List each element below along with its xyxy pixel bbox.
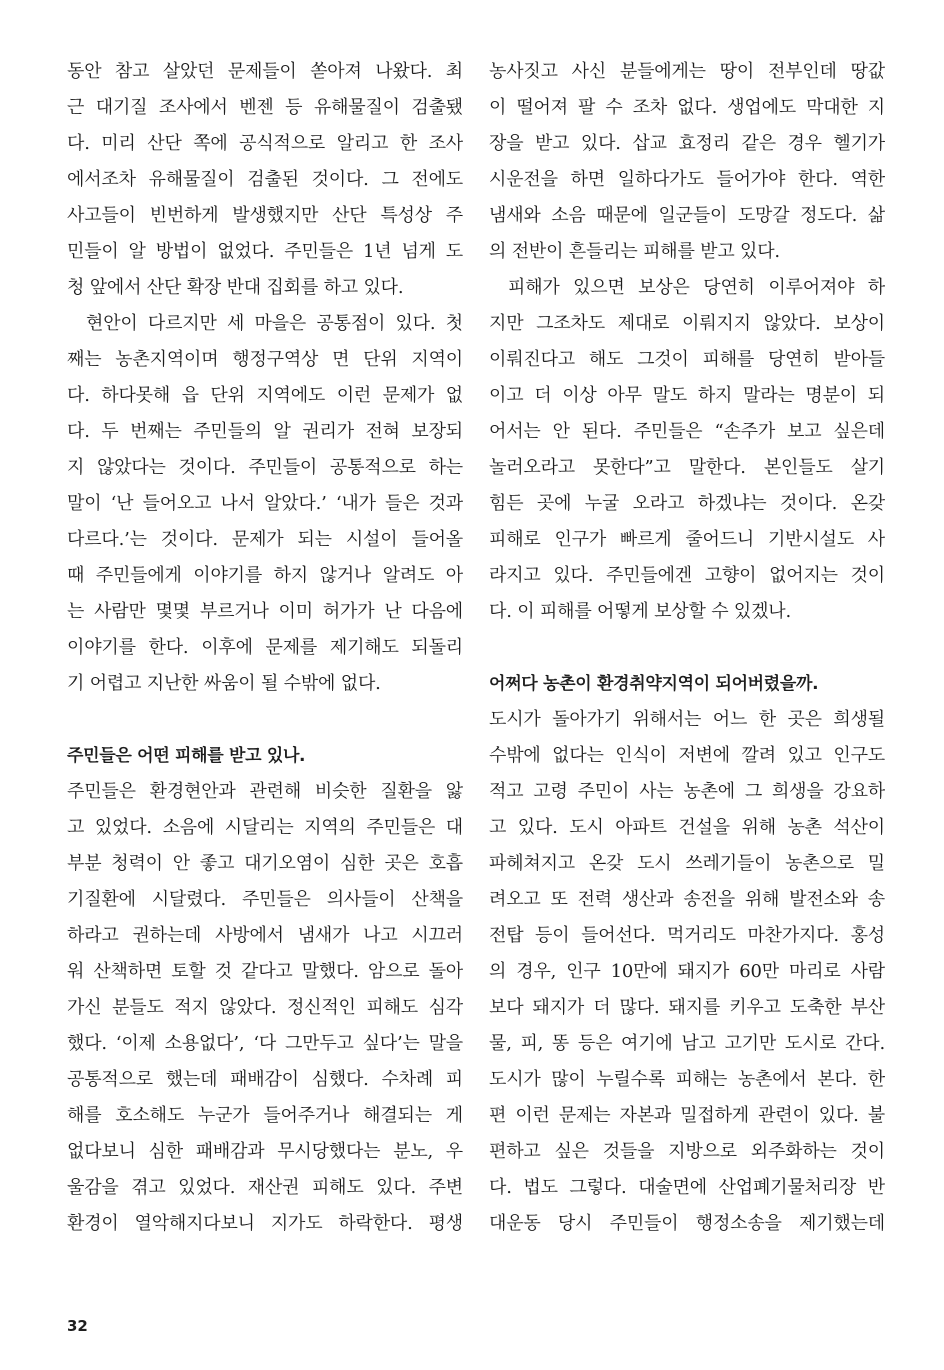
text-line: 기질환에 시달렸다. 주민들은 의사들이 산책을 [67,889,463,910]
text-line: 려오고 또 전력 생산과 송전을 위해 발전소와 송 [489,889,885,910]
text-line: 이 떨어져 팔 수 조차 없다. 생업에도 막대한 지 [489,97,885,118]
text-line: 보다 돼지가 더 많다. 돼지를 키우고 도축한 부산 [489,997,885,1018]
text-line: 청 앞에서 산단 확장 반대 집회를 하고 있다. [67,277,404,298]
text-line: 기 어렵고 지난한 싸움이 될 수밖에 없다. [67,673,381,694]
paragraph [489,54,885,270]
text-line: 다르다.’는 것이다. 문제가 되는 시설이 들어올 [67,529,463,550]
text-line: 말이 ‘난 들어오고 나서 알았다.’ ‘내가 들은 것과 [67,493,463,514]
text-line: 하라고 권하는데 사방에서 냄새가 나고 시끄러 [67,925,463,946]
text-line: 장을 받고 있다. 삽교 효정리 같은 경우 헬기가 [489,133,885,154]
text-line: 워 산책하면 토할 것 같다고 말했다. 암으로 돌아 [67,961,463,982]
text-line: 주민들은 환경현안과 관련해 비슷한 질환을 앓 [67,781,463,802]
right-column [489,54,885,1242]
text-line: 다. 하다못해 읍 단위 지역에도 이런 문제가 없 [67,385,463,406]
text-line: 다. 법도 그렇다. 대술면에 산업폐기물처리장 반 [489,1177,885,1198]
paragraph [67,54,463,306]
text-line: 의 경우, 인구 10만에 돼지가 60만 마리로 사람 [489,961,885,982]
text-line: 의 전반이 흔들리는 피해를 받고 있다. [489,241,780,262]
text-line: 동안 참고 살았던 문제들이 쏟아져 나왔다. 최 [67,61,463,82]
text-line: 는 사람만 몇몇 부르거나 이미 허가가 난 다음에 [67,601,463,622]
text-line: 부분 청력이 안 좋고 대기오염이 심한 곳은 호흡 [67,853,463,874]
section-heading: 주민들은 어떤 피해를 받고 있나. [67,746,306,766]
text-line: 지 않았다는 것이다. 주민들이 공통적으로 하는 [67,457,463,478]
text-line: 에서조차 유해물질이 검출된 것이다. 그 전에도 [67,169,463,190]
text-line: 근 대기질 조사에서 벤젠 등 유해물질이 검출됐 [67,97,463,118]
text-line: 현안이 다르지만 세 마을은 공통점이 있다. 첫 [86,313,463,334]
text-line: 고 있었다. 소음에 시달리는 지역의 주민들은 대 [67,817,463,838]
text-line: 환경이 열악해지다보니 지가도 하락한다. 평생 [67,1213,463,1234]
text-line: 울감을 겪고 있었다. 재산권 피해도 있다. 주변 [67,1177,463,1198]
text-line: 놀러오라고 못한다”고 말한다. 본인들도 살기 [489,457,885,478]
text-line: 힘든 곳에 누굴 오라고 하겠냐는 것이다. 온갖 [489,493,885,514]
page-number: 32 [67,1317,88,1335]
paragraph [489,702,885,1242]
text-line: 이뤄진다고 해도 그것이 피해를 당연히 받아들 [489,349,885,370]
text-line: 편하고 싶은 것들을 지방으로 외주화하는 것이 [489,1141,885,1162]
text-line: 라지고 있다. 주민들에겐 고향이 없어지는 것이 [489,565,885,586]
spacer [67,702,463,738]
text-line: 다. 이 피해를 어떻게 보상할 수 있겠나. [489,601,791,622]
paragraph [489,270,885,630]
text-line: 적고 고령 주민이 사는 농촌에 그 희생을 강요하 [489,781,885,802]
text-line: 다. 미리 산단 쪽에 공식적으로 알리고 한 조사 [67,133,463,154]
text-line: 도시가 많이 누릴수록 피해는 농촌에서 본다. 한 [489,1069,885,1090]
text-line: 이고 더 이상 아무 말도 하지 말라는 명분이 되 [489,385,885,406]
text-line: 이야기를 한다. 이후에 문제를 제기해도 되돌리 [67,637,463,658]
text-line: 시운전을 하면 일하다가도 들어가야 한다. 역한 [489,169,885,190]
text-line: 째는 농촌지역이며 행정구역상 면 단위 지역이 [67,349,463,370]
text-line: 편 이런 문제는 자본과 밀접하게 관련이 있다. 불 [489,1105,885,1126]
text-line: 사고들이 빈번하게 발생했지만 산단 특성상 주 [67,205,463,226]
text-line: 가신 분들도 적지 않았다. 정신적인 피해도 심각 [67,997,463,1018]
left-column [67,54,463,1242]
text-line: 고 있다. 도시 아파트 건설을 위해 농촌 석산이 [489,817,885,838]
text-line: 수밖에 없다는 인식이 저변에 깔려 있고 인구도 [489,745,885,766]
text-line: 때 주민들에게 이야기를 하지 않거나 알려도 아 [67,565,463,586]
text-line: 했다. ‘이제 소용없다’, ‘다 그만두고 싶다’는 말을 [67,1033,463,1054]
text-line: 어서는 안 된다. 주민들은 “손주가 보고 싶은데 [489,421,885,442]
section-heading: 어쩌다 농촌이 환경취약지역이 되어버렸을까. [489,674,819,694]
text-line: 파헤쳐지고 온갖 도시 쓰레기들이 농촌으로 밀 [489,853,885,874]
text-line: 해를 호소해도 누군가 들어주거나 해결되는 게 [67,1105,463,1126]
text-line: 다. 두 번째는 주민들의 알 권리가 전혀 보장되 [67,421,463,442]
spacer [489,630,885,666]
text-line: 도시가 돌아가기 위해서는 어느 한 곳은 희생될 [489,709,885,730]
text-line: 대운동 당시 주민들이 행정소송을 제기했는데 [489,1213,885,1234]
text-line: 피해가 있으면 보상은 당연히 이루어져야 하 [508,277,885,298]
text-line: 지만 그조차도 제대로 이뤄지지 않았다. 보상이 [489,313,885,334]
text-line: 없다보니 심한 패배감과 무시당했다는 분노, 우 [67,1141,463,1162]
text-line: 농사짓고 사신 분들에게는 땅이 전부인데 땅값 [489,61,885,82]
text-line: 전탑 등이 들어선다. 먹거리도 마찬가지다. 홍성 [489,925,885,946]
text-line: 물, 피, 똥 등은 여기에 남고 고기만 도시로 간다. [489,1033,885,1054]
paragraph [67,306,463,702]
text-line: 피해로 인구가 빠르게 줄어드니 기반시설도 사 [489,529,885,550]
text-line: 냄새와 소음 때문에 일군들이 도망갈 정도다. 삶 [489,205,885,226]
paragraph [67,774,463,1242]
text-line: 공통적으로 했는데 패배감이 심했다. 수차례 피 [67,1069,463,1090]
text-line: 민들이 알 방법이 없었다. 주민들은 1년 넘게 도 [67,241,463,262]
